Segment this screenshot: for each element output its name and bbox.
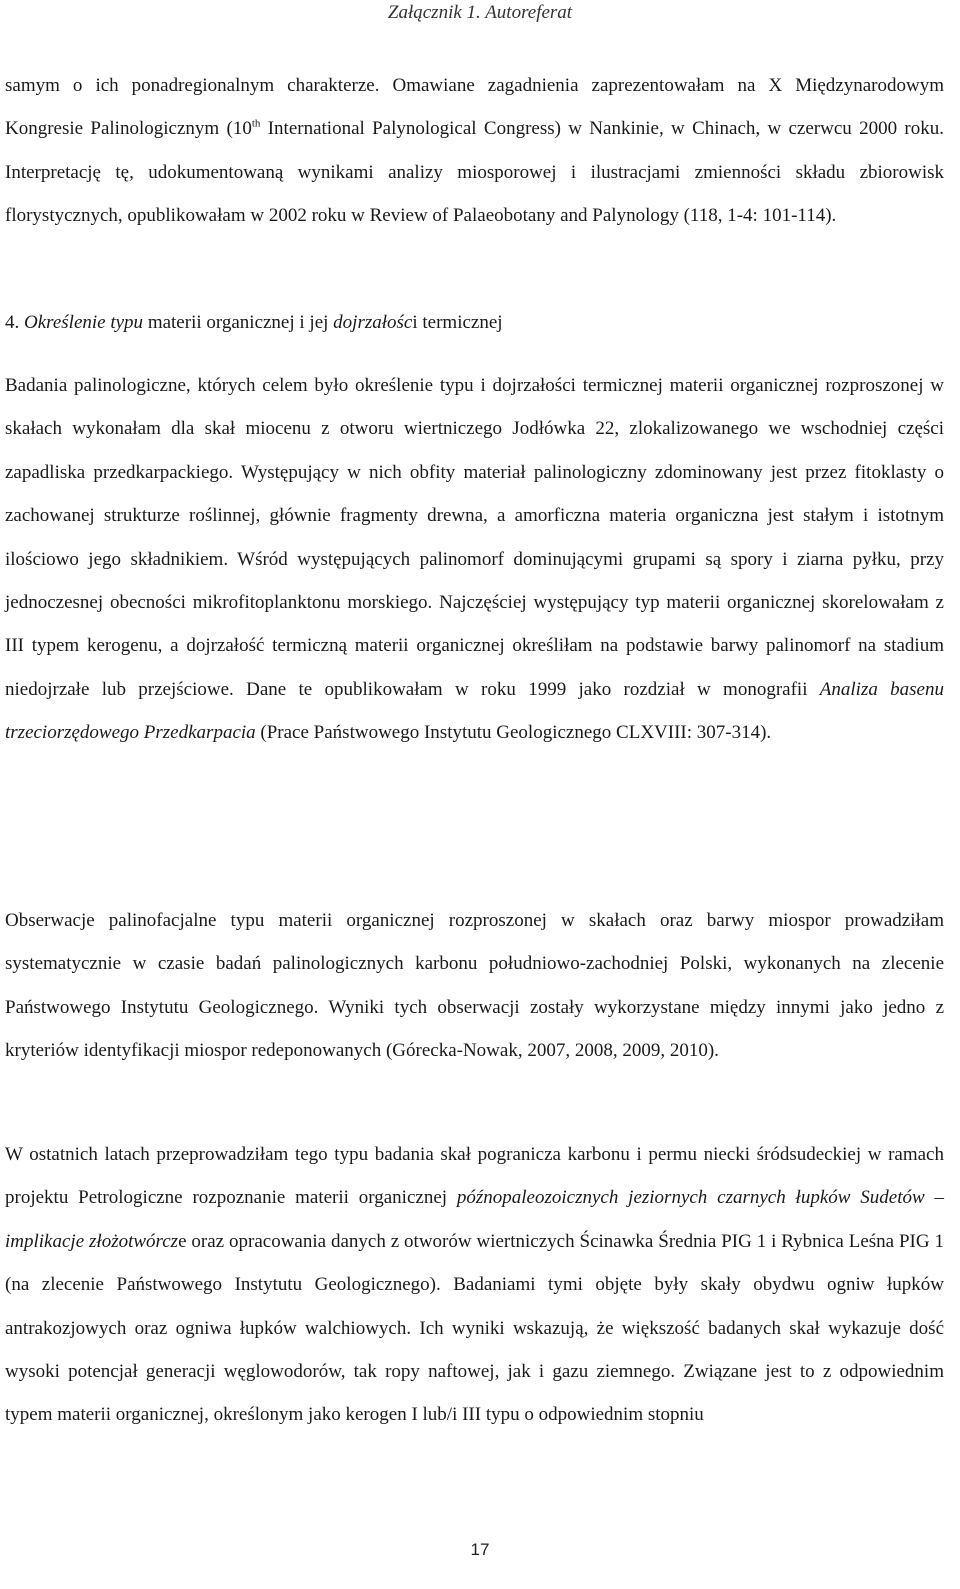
paragraph-text: (Prace Państwowego Instytutu Geologicznego CLXVIII: 307-314). xyxy=(255,722,772,744)
paragraph-text: Obserwacje palinofacjalne typu materii organicznej rozproszonej w skałach oraz barwy miospor prowadziłam systematycznie w czasie badań palinologicznych karbonu południowo-zachodniej Polski, wykonanych na zlecenie Państwowego Instytutu Geologicznego. Wyniki tych obserwacji zostały wykorzystane między innymi jako jedno z kryteriów identyfikacji miospor redeponowanych (Górecka-Nowak, 2007, 2008, 2009, 2010). xyxy=(5,910,944,1062)
heading-italic: Określenie typu xyxy=(24,312,144,333)
paragraph-text: samym o ich ponadregionalnym charakterze. Omawiane zagadnienia zaprezentowałam na X Międzynarodowym Kongresie Palinologicznym (10 xyxy=(5,75,944,140)
section-heading xyxy=(5,301,503,344)
section-number: 4. xyxy=(5,312,24,333)
paragraph-congress xyxy=(5,64,944,238)
page-header: Załącznik 1. Autoreferat xyxy=(387,2,573,23)
heading-text: materii organicznej i jej xyxy=(143,312,334,333)
paragraph-jodlowka xyxy=(5,364,944,755)
paragraph-text: e oraz opracowania danych z otworów wiertniczych Ścinawka Średnia PIG 1 i Rybnica Leśna PIG 1 (na zlecenie Państwowego Instytutu Geologicznego). Badaniami tymi objęte były skały obydwu ogniw łupków antrakozjowych oraz ogniwa łupków walchiowych. Ich wyniki wskazują, że większość badanych skał wykazuje dość wysoki potencjał generacji węglowodorów, tak ropy naftowej, jak i gazu ziemnego. Związane jest to z odpowiednim typem materii organicznej, określonym jako kerogen I lub/i III typu o odpowiednim stopniu xyxy=(5,1230,944,1426)
monograph-title: Analiza basenu trzeciorzędowego Przedkarpacia xyxy=(5,678,944,744)
heading-italic: dojrzałośc xyxy=(333,312,413,333)
page-number: 17 xyxy=(470,1540,490,1559)
paragraph-palynofacies xyxy=(5,899,944,1073)
heading-text: i termicznej xyxy=(412,312,503,333)
paragraph-text: W ostatnich latach przeprowadziłam tego typu badania skał pogranicza karbonu i permu niecki śródsudeckiej w ramach projektu Petrologiczne rozpoznanie materii organicznej xyxy=(5,1144,944,1209)
project-title: późnopaleozoicznych jeziornych czarnych łupków Sudetów – implikacje złożotwórcz xyxy=(5,1187,944,1252)
superscript-th: th xyxy=(251,118,261,131)
paragraph-recent-research xyxy=(5,1133,944,1437)
paragraph-text: Badania palinologiczne, których celem było określenie typu i dojrzałości termicznej materii organicznej rozproszonej w skałach wykonałam dla skał miocenu z otworu wiertniczego Jodłówka 22, zlokalizowanego we wschodniej części zapadliska przedkarpackiego. Występujący w nich obfity materiał palinologiczny zdominowany jest przez fitoklasty o zachowanej strukturze roślinnej, głównie fragmenty drewna, a amorficzna materia organiczna jest stałym i istotnym ilościowo jego składnikiem. Wśród występujących palinomorf dominującymi grupami są spory i ziarna pyłku, przy jednoczesnej obecności mikrofitoplanktonu morskiego. Najczęściej występujący typ materii organicznej skorelowałam z III typem kerogenu, a dojrzałość termiczną materii organicznej określiłam na podstawie barwy palinomorf na stadium niedojrzałe lub przejściowe. Dane te opublikowałam w roku 1999 jako rozdział w monografii xyxy=(5,375,944,700)
paragraph-text: International Palynological Congress) w Nankinie, w Chinach, w czerwcu 2000 roku. Interpretację tę, udokumentowaną wynikami analizy miosporowej i ilustracjami zmienności składu zbiorowisk florystycznych, opublikowałam w 2002 roku w Review of Palaeobotany and Palynology (118, 1-4: 101-114). xyxy=(5,118,944,227)
